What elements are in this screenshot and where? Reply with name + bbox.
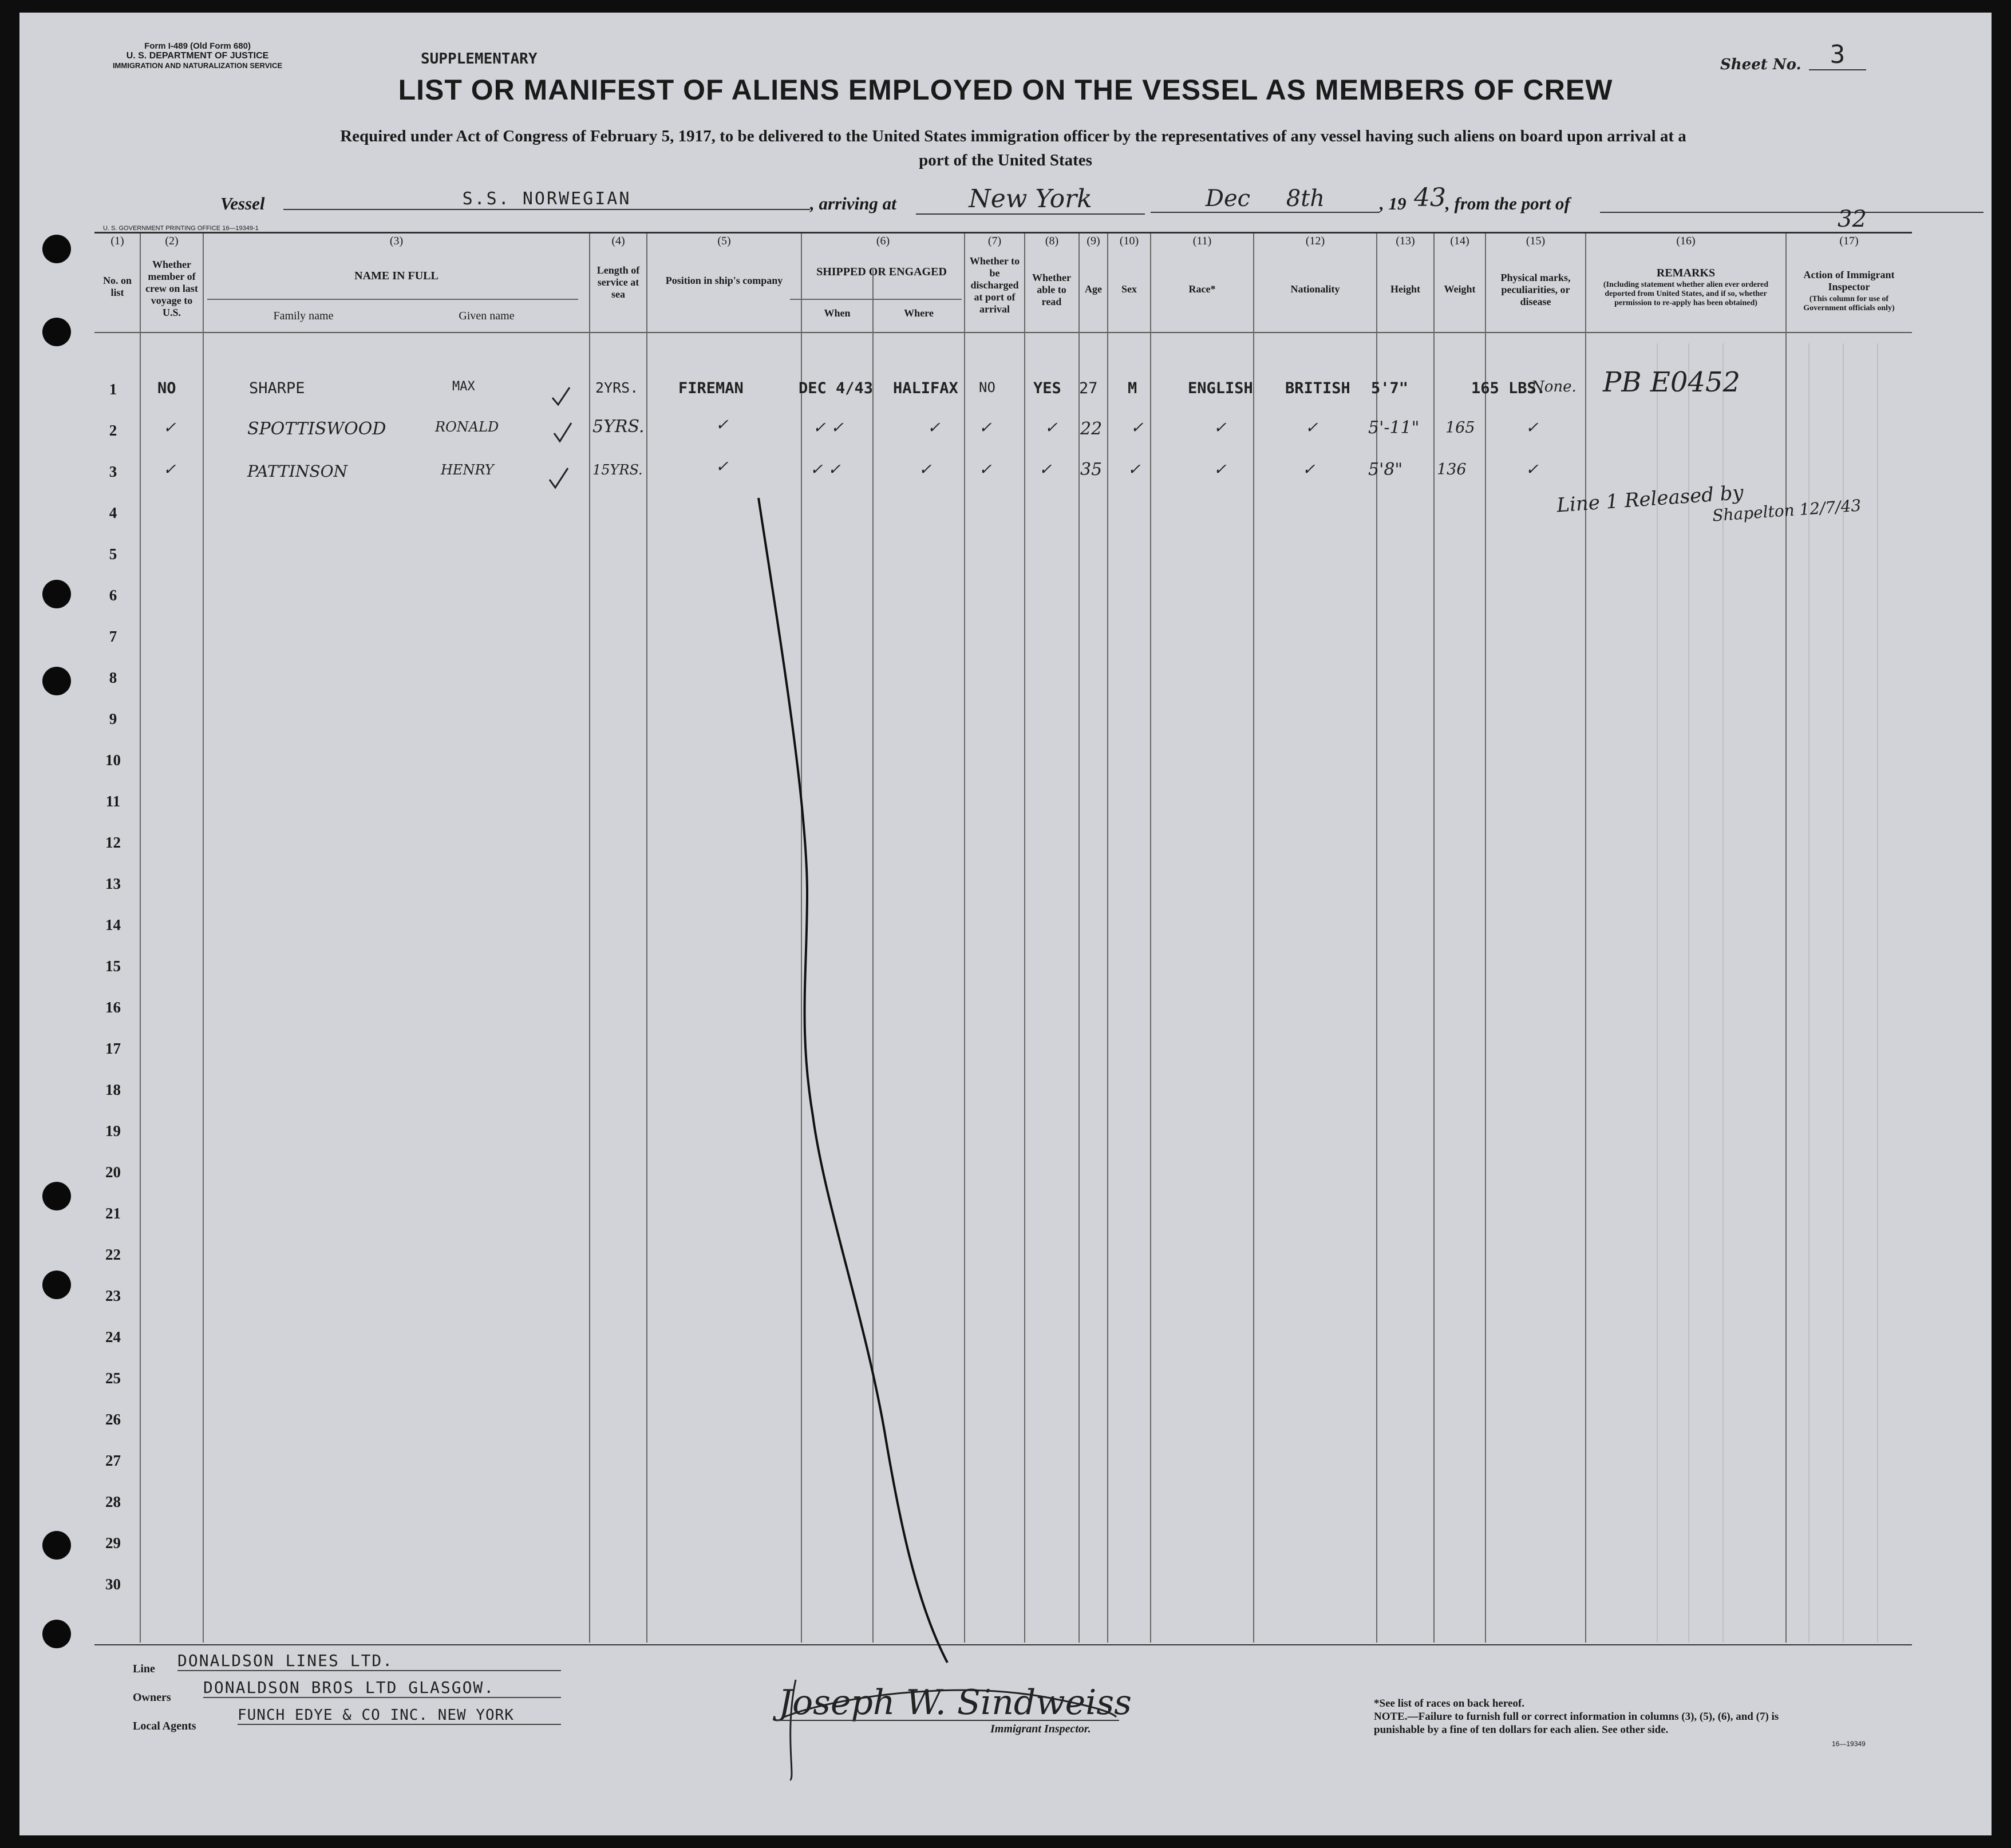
row-number: 13 <box>105 875 121 892</box>
cell-height: 5'8" <box>1368 460 1403 480</box>
races-note: *See list of races on back hereof. <box>1374 1697 1524 1710</box>
cell-family-name: SPOTTISWOOD <box>247 419 386 439</box>
col-header-nationality: Nationality <box>1290 283 1340 295</box>
cell-given-name: HENRY <box>441 462 494 478</box>
agents-label: Local Agents <box>133 1720 196 1732</box>
cell-age: 35 <box>1080 460 1103 480</box>
cell-discharged: ✓ <box>979 419 992 437</box>
row-number: 4 <box>109 504 117 521</box>
cell-read: ✓ <box>1045 419 1058 437</box>
row-number: 11 <box>105 793 121 810</box>
row-number: 10 <box>105 751 121 769</box>
cell-weight: 136 <box>1437 461 1467 478</box>
col-num-4: (4) <box>611 235 625 247</box>
row-number: 9 <box>109 710 117 727</box>
row-number: 23 <box>105 1287 121 1304</box>
col-header-height: Height <box>1390 283 1420 295</box>
arrival-month: Dec <box>1205 185 1251 212</box>
row-number: 22 <box>105 1246 121 1263</box>
row-number: 24 <box>105 1328 121 1346</box>
cell-discharged: NO <box>979 379 995 395</box>
col-header-where: Where <box>904 307 934 319</box>
cell-position: FIREMAN <box>678 379 744 397</box>
row-number: 29 <box>105 1534 121 1552</box>
form-code: 16—19349 <box>1832 1740 1866 1748</box>
from-port-label: , from the port of <box>1445 193 1570 213</box>
line-value: DONALDSON LINES LTD. <box>177 1651 561 1671</box>
col-header-given-name: Given name <box>459 310 515 322</box>
cell-family-name: SHARPE <box>249 379 305 397</box>
cell-where: ✓ <box>927 419 941 437</box>
col-header-physical-marks: Physical marks, peculiarities, or disease <box>1500 272 1571 307</box>
col-num-9: (9) <box>1087 235 1100 247</box>
col-num-14: (14) <box>1450 235 1469 247</box>
col-header-action: Action of Immigrant Inspector <box>1803 269 1895 292</box>
cell-physical-marks: None. <box>1531 378 1577 395</box>
cell-race: ENGLISH <box>1188 379 1253 397</box>
cell-race: ✓ <box>1214 461 1227 478</box>
cell-where: HALIFAX <box>893 379 958 397</box>
cell-physical-marks: ✓ <box>1526 461 1539 478</box>
row-number: 6 <box>109 587 117 604</box>
cell-family-name: PATTINSON <box>247 462 348 481</box>
owners-label: Owners <box>133 1691 171 1704</box>
release-annotation-line1: Line 1 Released by <box>1556 481 1744 517</box>
row-number: 21 <box>105 1205 121 1222</box>
col-header-no: No. on list <box>102 275 132 298</box>
service-name: IMMIGRATION AND NATURALIZATION SERVICE <box>112 61 283 70</box>
cell-sex: ✓ <box>1128 461 1141 478</box>
row-number: 20 <box>105 1164 121 1181</box>
row-number: 28 <box>105 1493 121 1510</box>
col-header-family-name: Family name <box>273 310 334 322</box>
col-header-action-note: (This column for use of Government officials only) <box>1803 295 1895 312</box>
col-num-17: (17) <box>1839 235 1859 247</box>
col-num-13: (13) <box>1396 235 1415 247</box>
col-header-discharged: Whether to be discharged at port of arrival <box>969 255 1020 315</box>
sheet-number: 3 <box>1809 40 1866 70</box>
row-number: 19 <box>105 1122 121 1139</box>
col-num-3: (3) <box>389 235 404 247</box>
col-header-age: Age <box>1085 283 1102 295</box>
cell-service: 15YRS. <box>592 462 643 478</box>
cell-given-name: RONALD <box>435 419 499 435</box>
row-number: 3 <box>109 463 117 480</box>
col-header-when: When <box>824 307 851 319</box>
year-suffix: 43 <box>1414 183 1446 212</box>
row-number: 17 <box>105 1040 121 1057</box>
cell-age: 22 <box>1080 419 1103 439</box>
row-number: 2 <box>109 422 117 439</box>
col-num-5: (5) <box>717 235 731 247</box>
cell-nationality: ✓ <box>1302 461 1315 478</box>
cell-last-voyage: NO <box>157 379 176 397</box>
cell-service: 5YRS. <box>592 417 645 437</box>
row-number: 16 <box>105 999 121 1016</box>
cell-sex: ✓ <box>1131 419 1144 437</box>
row-number: 30 <box>105 1576 121 1593</box>
form-number: Form I-489 (Old Form 680) <box>144 41 251 51</box>
cell-weight: 165 <box>1445 419 1475 437</box>
footer-notes <box>1374 1697 1797 1736</box>
cell-discharged: ✓ <box>979 461 992 478</box>
year-prefix: , 19 <box>1380 193 1406 213</box>
cell-when: ✓ ✓ <box>813 419 844 437</box>
cell-read: YES <box>1033 379 1061 397</box>
col-header-remarks: REMARKS <box>1656 267 1716 279</box>
cell-position: ✓ <box>716 458 729 476</box>
cell-race: ✓ <box>1214 419 1227 437</box>
cell-where: ✓ <box>919 461 932 478</box>
col-num-15: (15) <box>1526 235 1546 247</box>
col-header-name: NAME IN FULL <box>354 270 438 282</box>
row-number: 25 <box>105 1370 121 1387</box>
cell-when: DEC 4/43 <box>799 379 874 397</box>
row-number: 18 <box>105 1081 121 1098</box>
col-header-service: Length of service at sea <box>596 264 640 300</box>
cell-read: ✓ <box>1039 461 1052 478</box>
arrival-port: New York <box>916 184 1145 215</box>
sheet-label: Sheet No. <box>1720 56 1801 73</box>
printing-office: U. S. GOVERNMENT PRINTING OFFICE 16—19349-1 <box>103 225 259 232</box>
subtitle-line-1: Required under Act of Congress of February 5, 1917, to be delivered to the United States immigration officer by the representatives of any vessel having such aliens on board upon arrival at a <box>340 127 1686 145</box>
col-num-11: (11) <box>1192 235 1212 247</box>
col-header-shipped: SHIPPED OR ENGAGED <box>816 266 947 278</box>
signature-line <box>776 1720 1119 1721</box>
col-header-read: Whether able to read <box>1032 272 1071 307</box>
cell-height: 5'-11" <box>1368 418 1420 438</box>
line-label: Line <box>133 1663 155 1675</box>
col-num-16: (16) <box>1676 235 1696 247</box>
col-num-10: (10) <box>1119 235 1139 247</box>
release-annotation-line2: Shapelton 12/7/43 <box>1712 496 1862 525</box>
vessel-name: S.S. NORWEGIAN <box>283 189 810 210</box>
col-num-12: (12) <box>1305 235 1325 247</box>
cell-last-voyage: ✓ <box>163 461 176 478</box>
cell-when: ✓ ✓ <box>810 461 841 478</box>
cell-nationality: BRITISH <box>1285 379 1350 397</box>
cell-remarks: PB E0452 <box>1603 366 1741 398</box>
row-number: 27 <box>105 1452 121 1469</box>
cell-physical-marks: ✓ <box>1526 419 1539 437</box>
cell-nationality: ✓ <box>1305 419 1318 437</box>
col-num-6: (6) <box>876 235 890 247</box>
row-number: 12 <box>105 834 121 851</box>
agents-value: FUNCH EDYE & CO INC. NEW YORK <box>238 1707 561 1725</box>
row-number: 15 <box>105 957 121 975</box>
cell-height: 5'7" <box>1371 379 1409 397</box>
page-number: 32 <box>1838 206 1867 232</box>
row-number: 8 <box>109 669 117 686</box>
cell-age: 27 <box>1079 379 1098 397</box>
department-name: U. S. DEPARTMENT OF JUSTICE <box>126 51 269 61</box>
col-num-2: (2) <box>165 235 179 247</box>
cell-last-voyage: ✓ <box>163 419 176 437</box>
cell-given-name: MAX <box>452 379 475 394</box>
page-title: LIST OR MANIFEST OF ALIENS EMPLOYED ON THE VESSEL AS MEMBERS OF CREW <box>398 74 1613 106</box>
row-number: 7 <box>109 628 117 645</box>
col-num-8: (8) <box>1045 235 1059 247</box>
col-header-race: Race* <box>1188 283 1216 295</box>
supplementary-stamp: SUPPLEMENTARY <box>421 50 538 68</box>
row-number: 1 <box>109 381 117 398</box>
col-header-remarks-note: (Including statement whether alien ever ordered deported from United States, and if so, whether permission to re-apply has been obtained) <box>1603 280 1769 307</box>
subtitle-line-2: port of the United States <box>919 151 1092 169</box>
row-number: 5 <box>109 545 117 563</box>
arriving-label: , arriving at <box>810 193 896 213</box>
cell-service: 2YRS. <box>595 379 639 396</box>
inspector-signature: Joseph W. Sindweiss <box>779 1683 1132 1723</box>
cell-sex: M <box>1128 379 1137 397</box>
cell-position: ✓ <box>716 416 729 434</box>
row-number: 14 <box>105 916 121 933</box>
cell-weight: 165 LBS. <box>1471 379 1546 397</box>
penalty-note: NOTE.—Failure to furnish full or correct information in columns (3), (5), (6), and (7) is punishable by a fine of ten dollars for each alien. See other side. <box>1374 1711 1779 1736</box>
owners-value: DONALDSON BROS LTD GLASGOW. <box>203 1678 561 1698</box>
vessel-label: Vessel <box>220 193 265 213</box>
arrival-day: 8th <box>1286 185 1325 212</box>
col-header-position: Position in ship's company <box>665 275 783 286</box>
col-num-1: (1) <box>110 235 124 247</box>
col-num-7: (7) <box>987 235 1002 247</box>
col-header-last-voyage: Whether member of crew on last voyage to U.S. <box>145 259 198 318</box>
inspector-label: Immigrant Inspector. <box>990 1723 1091 1735</box>
col-header-weight: Weight <box>1444 283 1476 295</box>
col-header-sex: Sex <box>1121 283 1137 295</box>
row-number: 26 <box>105 1411 121 1428</box>
